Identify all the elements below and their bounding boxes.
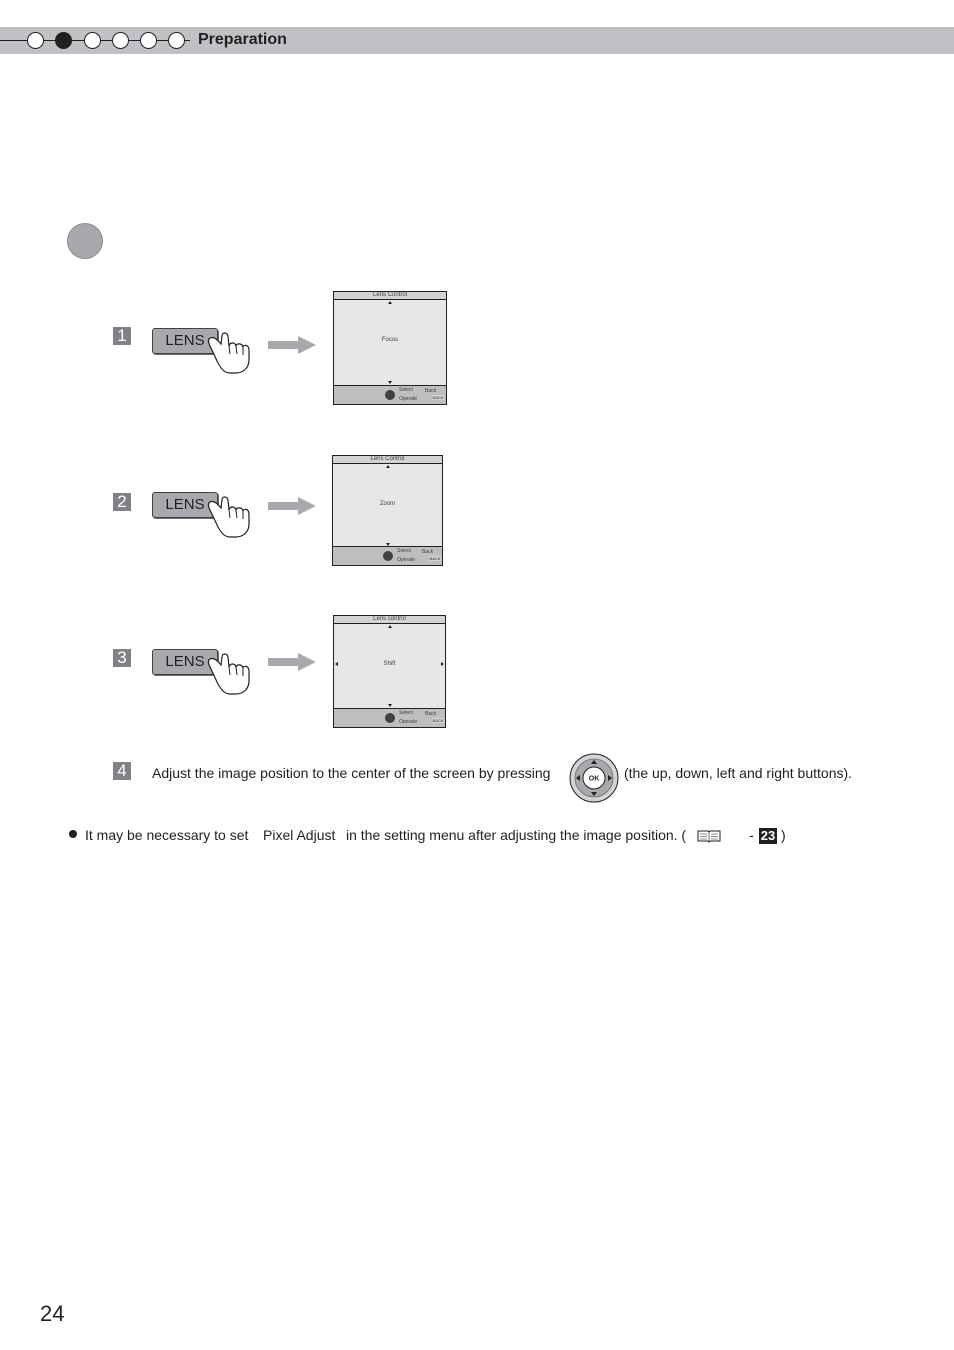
step-indicator-5 (140, 32, 157, 49)
note-text-start: It may be necessary to set (85, 827, 249, 843)
arrow-right-icon (268, 497, 316, 515)
footer-back: Back (425, 711, 437, 717)
page-reference-badge: 23 (760, 828, 776, 843)
osd-title: Lens control (334, 616, 445, 624)
step-4-text: Adjust the image position to the center of the screen by pressing (152, 765, 551, 781)
osd-footer (333, 546, 442, 565)
right-arrow-icon (441, 662, 444, 666)
footer-back: Back (422, 549, 434, 555)
footer-select: Select (397, 548, 411, 554)
osd-title: Lens Control (333, 456, 442, 464)
footer-operate: Operate (399, 719, 418, 725)
lens-control-zoom-screen (332, 455, 443, 566)
footer-select: Select (399, 710, 413, 716)
step-4-text-after: (the up, down, left and right buttons). (624, 765, 853, 781)
arrow-right-icon (268, 653, 316, 671)
step-3-badge: 3 (113, 649, 131, 667)
bullet-dot (69, 830, 77, 838)
note-dash: - (749, 827, 754, 843)
pressing-hand-icon (206, 492, 252, 538)
section-title: Preparation (198, 31, 287, 48)
up-arrow-icon (388, 625, 392, 628)
lens-button: LENS (152, 328, 218, 354)
step-indicator-2-active (55, 32, 72, 49)
osd-footer (334, 708, 445, 727)
pressing-hand-icon (206, 328, 252, 374)
book-reference-icon (697, 829, 721, 843)
footer-operate: Operate (399, 396, 418, 402)
section-marker-circle (67, 223, 103, 259)
page-number: 24 (40, 1301, 65, 1326)
pressing-hand-icon (206, 649, 252, 695)
osd-label: Focus (381, 337, 399, 343)
footer-select: Select (399, 387, 413, 393)
up-arrow-icon (388, 301, 392, 304)
lens-button: LENS (152, 649, 218, 675)
osd-label: Zoom (379, 501, 396, 507)
step-indicator-3 (84, 32, 101, 49)
step-indicator-4 (112, 32, 129, 49)
note-close: ) (781, 827, 786, 843)
down-arrow-icon (388, 381, 392, 384)
note-term: Pixel Adjust (263, 827, 336, 843)
lens-control-shift-screen (333, 615, 446, 728)
osd-label: Shift (383, 661, 396, 667)
arrow-right-icon (268, 336, 316, 354)
ok-label: OK (588, 775, 600, 783)
step-4-badge: 4 (113, 762, 131, 780)
back-key-icon: BACK (429, 556, 441, 561)
footer-operate: Operate (397, 557, 416, 563)
step-1-badge: 1 (113, 327, 131, 345)
osd-footer (334, 385, 446, 404)
note-text-end: in the setting menu after adjusting the image position. ( (346, 827, 687, 843)
step-indicator-6 (168, 32, 185, 49)
back-key-icon: BACK (432, 395, 444, 400)
ok-dpad-icon (569, 753, 619, 803)
lens-button: LENS (152, 492, 218, 518)
step-2-badge: 2 (113, 493, 131, 511)
step-indicator-1 (27, 32, 44, 49)
dial-icon (385, 713, 395, 723)
up-arrow-icon (386, 465, 390, 468)
down-arrow-icon (388, 704, 392, 707)
footer-back: Back (425, 388, 437, 394)
back-key-icon: BACK (432, 718, 444, 723)
dial-icon (385, 390, 395, 400)
lens-control-focus-screen (333, 291, 447, 405)
osd-title: Lens Control (334, 292, 446, 300)
dial-icon (383, 551, 393, 561)
